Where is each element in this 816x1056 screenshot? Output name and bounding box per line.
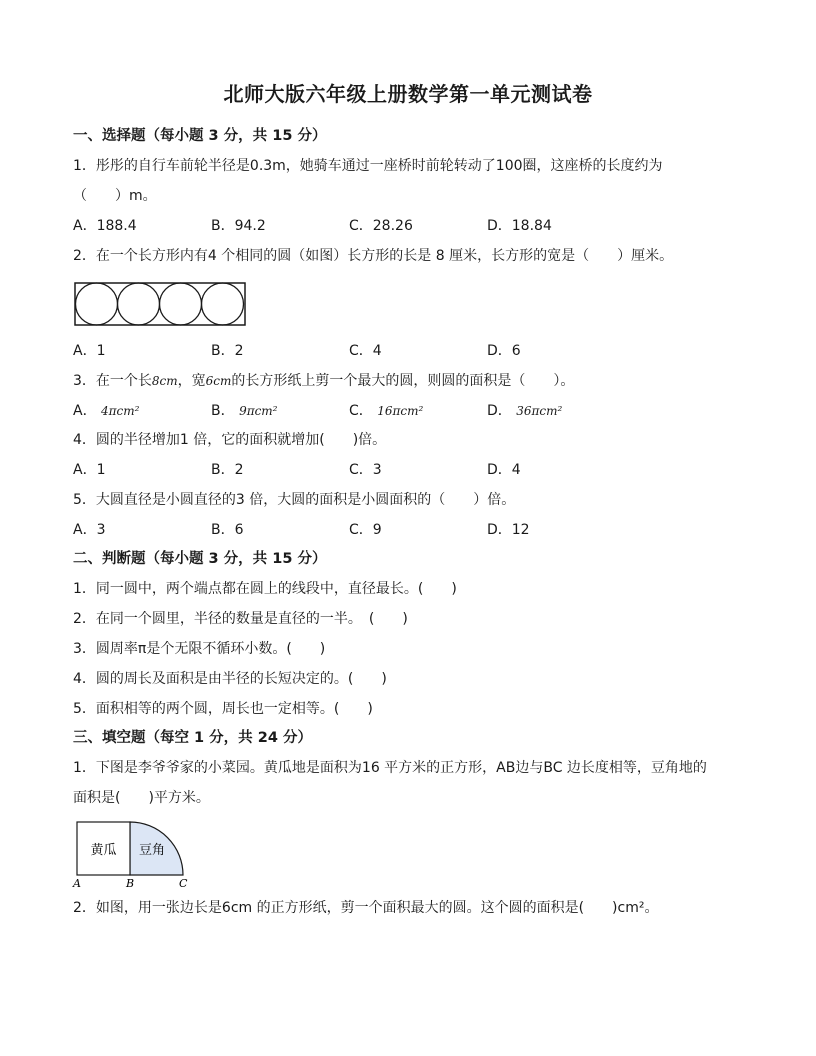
math-length: 8cm [151, 374, 178, 388]
option-b: B．94.2 [211, 218, 266, 234]
option-b: B．2 [211, 462, 244, 478]
option-b [211, 401, 278, 421]
option-d: D．6 [487, 343, 521, 359]
option-label: B． [211, 403, 235, 419]
math-width: 6cm [205, 374, 232, 388]
circle-shape [76, 283, 118, 325]
question-text-part: ，宽 [177, 373, 206, 389]
judgment-item: 2．在同一个圆里，半径的数量是直径的一半。 ( ) [73, 611, 408, 627]
question-text: 2．如图，用一张边长是6cm 的正方形纸，剪一个面积最大的圆。这个圆的面积是( )cm²。 [73, 900, 659, 916]
option-d: D．18.84 [487, 218, 552, 234]
option-d [487, 401, 562, 421]
option-label: C． [349, 403, 373, 419]
option-d: D．4 [487, 462, 521, 478]
option-a: A．188.4 [73, 218, 137, 234]
point-label-c: C [179, 877, 188, 890]
page-title: 北师大版六年级上册数学第一单元测试卷 [223, 82, 593, 106]
circle-shape [160, 283, 202, 325]
option-math: 4πcm² [101, 404, 140, 418]
section-heading-judgment: 二、判断题（每小题 3 分，共 15 分） [73, 551, 327, 567]
section-heading-choice: 一、选择题（每小题 3 分，共 15 分） [73, 128, 327, 144]
option-b: B．2 [211, 343, 244, 359]
option-c: C．4 [349, 343, 382, 359]
option-c [349, 401, 423, 421]
option-d: D．12 [487, 522, 530, 538]
point-label-b: B [126, 877, 135, 890]
question-text: 1．彤彤的自行车前轮半径是0.3m，她骑车通过一座桥时前轮转动了100圈，这座桥的长度约为 [73, 158, 663, 174]
judgment-item: 3．圆周率π是个无限不循环小数。( ) [73, 641, 326, 657]
point-label-a: A [73, 877, 81, 890]
option-a [73, 401, 139, 421]
option-label: D． [487, 403, 512, 419]
option-a: A．3 [73, 522, 106, 538]
bean-label: 豆角 [138, 843, 166, 858]
question-text: 1．下图是李爷爷家的小菜园。黄瓜地是面积为16 平方米的正方形，AB边与BC 边长度相等，豆角地的 [73, 760, 707, 776]
option-c: C．9 [349, 522, 382, 538]
option-c: C．3 [349, 462, 382, 478]
question-text-part: 3．在一个长 [73, 373, 152, 389]
vegetable-garden-figure [68, 818, 192, 890]
option-math: 36πcm² [516, 404, 563, 418]
option-math: 9πcm² [239, 404, 278, 418]
cucumber-label: 黄瓜 [90, 843, 117, 858]
option-a: A．1 [73, 343, 106, 359]
option-b: B．6 [211, 522, 244, 538]
option-label: A． [73, 403, 97, 419]
question-text: 5．大圆直径是小圆直径的3 倍，大圆的面积是小圆面积的（ ）倍。 [73, 492, 516, 508]
circle-shape [202, 283, 244, 325]
judgment-item: 4．圆的周长及面积是由半径的长短决定的。( ) [73, 671, 387, 687]
option-a: A．1 [73, 462, 106, 478]
question-text: 4．圆的半径增加1 倍，它的面积就增加( )倍。 [73, 432, 387, 448]
judgment-item: 5．面积相等的两个圆，周长也一定相等。( ) [73, 701, 373, 717]
question-text [73, 371, 574, 391]
judgment-item: 1．同一圆中，两个端点都在圆上的线段中，直径最长。( ) [73, 581, 457, 597]
option-c: C．28.26 [349, 218, 413, 234]
four-circles-figure [74, 282, 248, 328]
section-heading-fill: 三、填空题（每空 1 分，共 24 分） [73, 730, 312, 746]
question-text: 2．在一个长方形内有4 个相同的圆（如图）长方形的长是 8 厘米，长方形的宽是（ ）厘米。 [73, 248, 674, 264]
question-text: （ ）m。 [73, 188, 157, 204]
circle-shape [118, 283, 160, 325]
question-text: 面积是( )平方米。 [73, 790, 210, 806]
option-math: 16πcm² [377, 404, 424, 418]
question-text-part: 的长方形纸上剪一个最大的圆，则圆的面积是（ ）。 [231, 373, 575, 389]
